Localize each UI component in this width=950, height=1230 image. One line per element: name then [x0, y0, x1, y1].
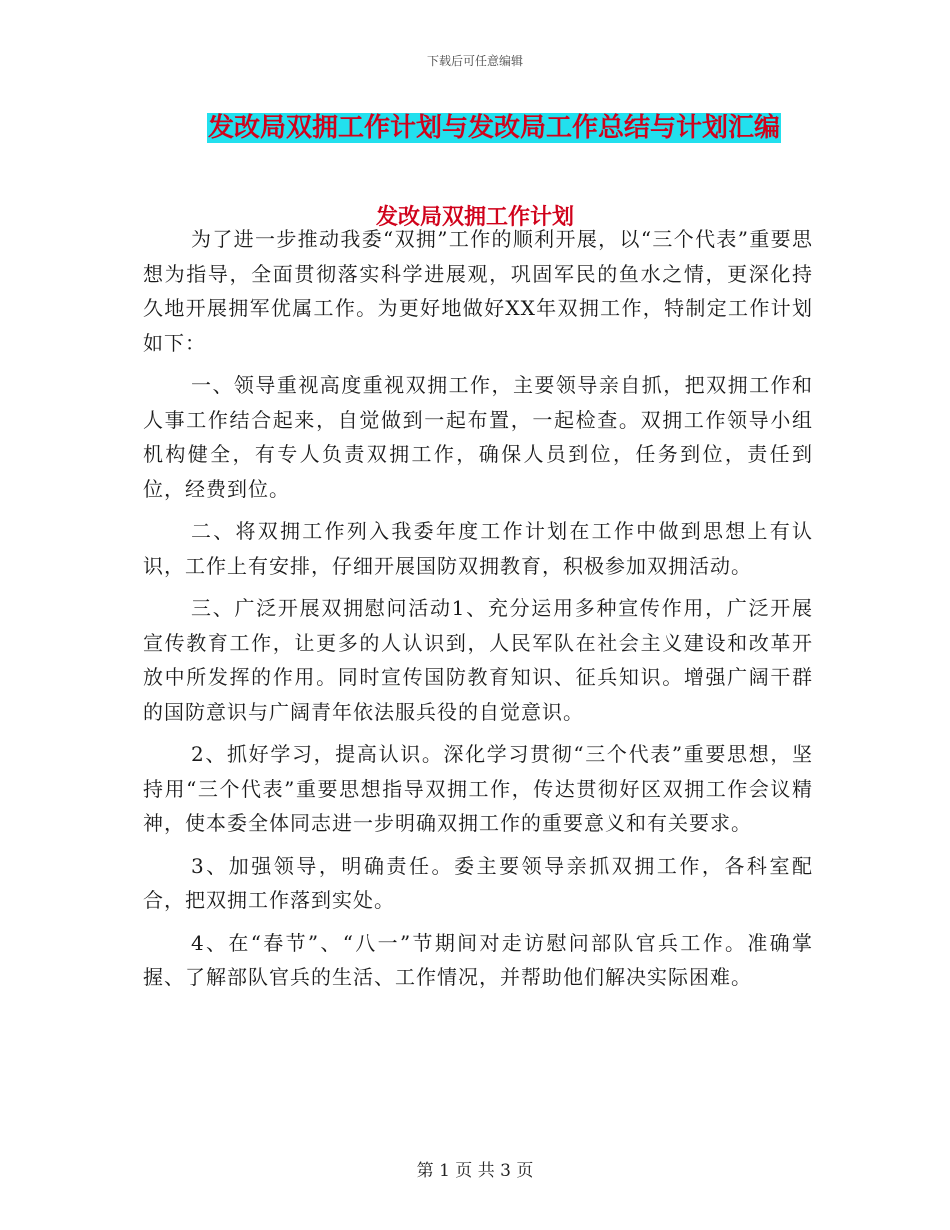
page-header-note: 下载后可任意编辑 — [426, 54, 523, 68]
paragraph-intro: 为了进一步推动我委“双拥”工作的顺利开展，以“三个代表”重要思想为指导，全面贯彻落实科学进展观，巩固军民的鱼水之情，更深化持久地开展拥军优属工作。为更好地做好XX年双拥工作，特制定工作计划如下： — [143, 227, 813, 355]
paragraph-item-1: 一、领导重视高度重视双拥工作，主要领导亲自抓，把双拥工作和人事工作结合起来，自觉做到一起布置，一起检查。双拥工作领导小组机构健全，有专人负责双拥工作，确保人员到位，任务到位，责任到位，经费到位。 — [143, 373, 813, 501]
paragraph-subitem-2: 2、抓好学习，提高认识。深化学习贯彻“三个代表”重要思想，坚持用“三个代表”重要思想指导双拥工作，传达贯彻好区双拥工作会议精神，使本委全体同志进一步明确双拥工作的重要意义和有关要求。 — [143, 742, 813, 835]
document-title-text: 发改局双拥工作计划与发改局工作总结与计划汇编 — [208, 113, 781, 143]
document-body — [143, 222, 813, 1003]
page-number-footer: 第 1 页 共 3 页 — [416, 1161, 534, 1181]
paragraph-subitem-3: 3、加强领导，明确责任。委主要领导亲抓双拥工作，各科室配合，把双拥工作落到实处。 — [143, 853, 813, 912]
section-title: 发改局双拥工作计划 — [375, 205, 574, 230]
document-title — [207, 110, 781, 146]
paragraph-item-3: 三、广泛开展双拥慰问活动1、充分运用多种宣传作用，广泛开展宣传教育工作，让更多的人认识到，人民军队在社会主义建设和改革开放中所发挥的作用。同时宣传国防教育知识、征兵知识。增强广阔干群的国防意识与广阔青年依法服兵役的自觉意识。 — [143, 596, 813, 724]
paragraph-item-2: 二、将双拥工作列入我委年度工作计划在工作中做到思想上有认识，工作上有安排，仔细开展国防双拥教育，积极参加双拥活动。 — [143, 519, 813, 578]
paragraph-subitem-4: 4、在“春节”、“八一”节期间对走访慰问部队官兵工作。准确掌握、了解部队官兵的生活、工作情况，并帮助他们解决实际困难。 — [143, 930, 813, 989]
